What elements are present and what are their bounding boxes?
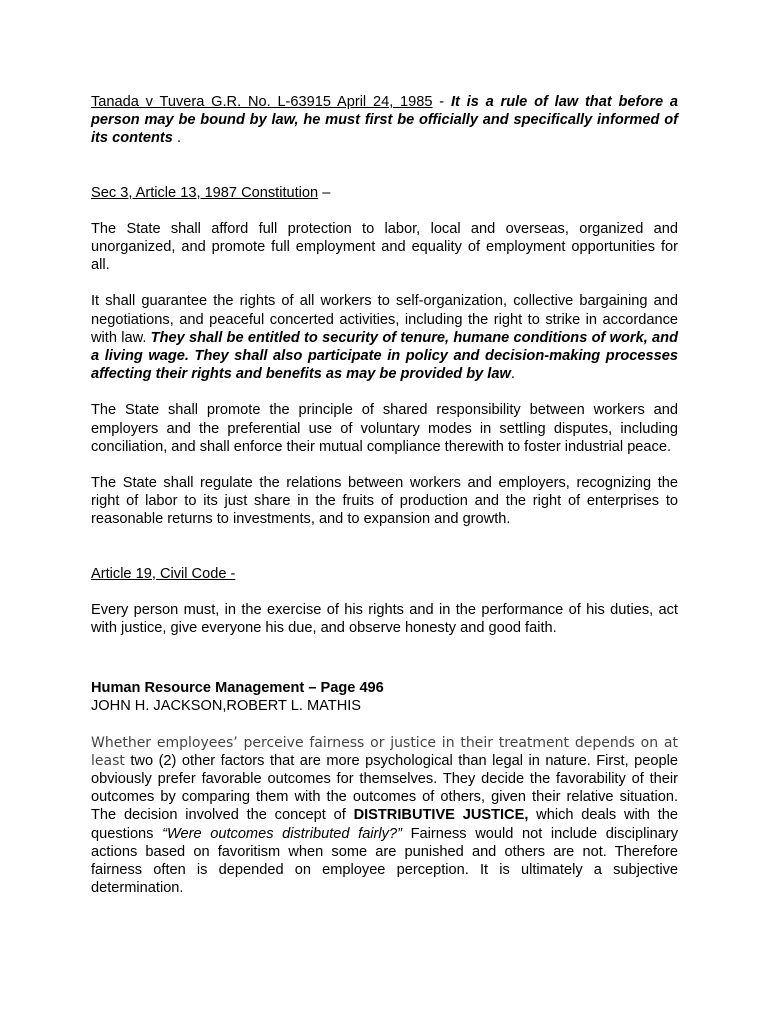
sec3-paragraph-3: The State shall promote the principle of shared responsibility between workers and employers and the preferential use of voluntary modes in settling disputes, including conciliation, and shall enforce their mutual compliance therewith to foster industrial peace. [91, 402, 678, 455]
tanada-end: . [172, 130, 182, 147]
hrm-paragraph [91, 734, 678, 898]
hrm-title: Human Resource Management – Page 496 [91, 680, 384, 697]
sec3-heading-text: Sec 3, Article 13, 1987 Constitution [91, 184, 319, 201]
sec3-p2-plain: It shall guarantee the rights of all workers to self-organization, collective bargaining and negotiations, and peaceful concerted activities, including the right to strike in accordance with law. [91, 293, 678, 346]
sec3-p2-end: . [510, 366, 515, 383]
hrm-question: “Were outcomes distributed fairly?” [162, 825, 402, 842]
hrm-lead-gray: Whether employees’ perceive fairness or justice in their treatment depends on at least [91, 734, 678, 769]
art19-heading-text: Article 19, Civil Code - [91, 565, 236, 582]
sec3-heading [91, 184, 678, 202]
hrm-body-2: which deals with the questions [91, 807, 678, 842]
sec3-paragraph-1: The State shall afford full protection to labor, local and overseas, organized and unorganized, and promote full employment and equality of employment opportunities for all. [91, 220, 678, 274]
tanada-dash: - [432, 94, 451, 110]
document-page [91, 93, 678, 898]
art19-heading [91, 565, 678, 583]
art19-body: Every person must, in the exercise of his rights and in the performance of his duties, act with justice, give everyone his due, and observe honesty and good faith. [91, 601, 678, 637]
sec3-p2-bold: They shall be entitled to security of tenure, humane conditions of work, and a living wage. They shall also participate in policy and decision-making processes affecting their rights and benefits as may be provided by law [91, 329, 678, 383]
hrm-body-3: Fairness would not include disciplinary actions based on favoritism when some are punished and others are not. Therefore fairness often is depended on employee perception. It is ultimately a subjective determination. [91, 825, 678, 897]
hrm-authors: JOHN H. JACKSON,ROBERT L. MATHIS [91, 698, 362, 715]
sec3-heading-suffix: – [318, 184, 331, 201]
hrm-bold-term: DISTRIBUTIVE JUSTICE, [353, 807, 529, 824]
tanada-paragraph [91, 93, 678, 148]
sec3-paragraph-2 [91, 292, 678, 383]
tanada-holding: It is a rule of law that before a person may be bound by law, he must first be officially and specifically informed of its contents [91, 94, 678, 147]
tanada-citation: Tanada v Tuvera G.R. No. L-63915 April 24, 1985 [91, 94, 433, 110]
hrm-body-1: two (2) other factors that are more psychological than legal in nature. First, people obviously prefer favorable outcomes for themselves. They decide the favorability of their outcomes by comparing them with the outcomes of others, given their relative situation. The decision involved the concept of [91, 752, 678, 824]
sec3-paragraph-4: The State shall regulate the relations between workers and employers, recognizing the right of labor to its just share in the fruits of production and the right of enterprises to reasonable returns to investments, and to expansion and growth. [91, 475, 678, 528]
